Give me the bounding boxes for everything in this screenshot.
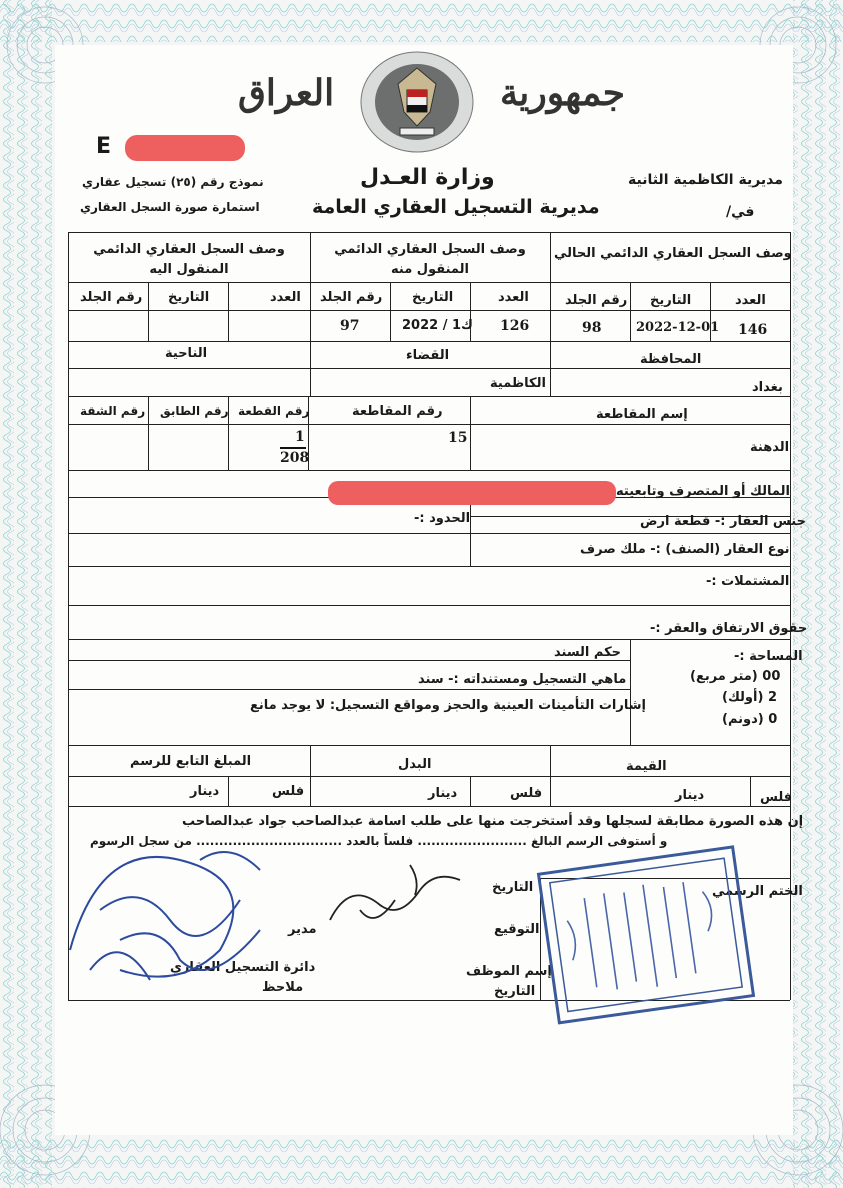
current-volume: 98 — [582, 320, 602, 336]
price-fils: فلس — [510, 786, 543, 801]
current-number: 146 — [738, 322, 768, 338]
plot-number-top: 1 — [295, 429, 305, 445]
from-number: 126 — [500, 318, 530, 334]
seal-label: الختم الرسمي — [712, 884, 803, 899]
owner-label: المالك أو المتصرف وتابعيته — [616, 484, 790, 499]
in-label: في/ — [726, 204, 755, 220]
department-label: دائرة التسجيل العقاري — [170, 960, 316, 975]
area-name-value: الدهنة — [750, 440, 790, 455]
fraction-bar — [280, 447, 306, 449]
current-registry-title: وصف السجل العقاري الدائمي الحالي — [554, 246, 792, 261]
office-name: مديرية الكاظمية الثانية — [628, 172, 783, 188]
area-label: المساحة :- — [734, 649, 803, 664]
rights-label: حقوق الارتفاق والعقر :- — [650, 621, 808, 636]
current-number-header: العدد — [735, 293, 766, 308]
subdistrict-label: الناحية — [165, 346, 208, 361]
value-fils: فلس — [760, 790, 793, 805]
country-word: العراق — [238, 72, 335, 114]
area-donum: 0 (دونم) — [722, 712, 778, 727]
property-class: نوع العقار (الصنف) :- ملك صرف — [580, 542, 790, 557]
form-number: نموذج رقم (٢٥) تسجيل عقاري — [82, 175, 264, 189]
governorate-label: المحافظة — [640, 352, 702, 367]
date-label: التاريخ — [492, 880, 534, 895]
district-label: القضاء — [406, 348, 450, 363]
from-date: 2022 / 1ك — [402, 318, 473, 333]
to-date-header: التاريخ — [168, 290, 210, 305]
contents-label: المشتملات :- — [706, 574, 790, 589]
notes-label: ملاحظ — [262, 980, 304, 995]
to-number-header: العدد — [270, 290, 301, 305]
price-dinar: دينار — [428, 786, 458, 801]
signature-label: التوقيع — [494, 922, 540, 937]
price-label: البدل — [398, 757, 432, 772]
plot-label: رقم القطعة — [238, 404, 310, 418]
from-volume-header: رقم الجلد — [320, 290, 383, 305]
date-label-2: التاريخ — [494, 984, 536, 999]
form-title: استمارة صورة السجل العقاري — [80, 200, 260, 214]
to-registry-title: وصف السجل العقاري الدائمي المنقول اليه — [93, 242, 285, 277]
official-stamp — [530, 840, 760, 1030]
boundaries-label: الحدود :- — [414, 511, 471, 526]
director-label: مدير — [288, 922, 317, 937]
from-number-header: العدد — [498, 290, 529, 305]
floor-label: رقم الطابق — [160, 404, 229, 418]
apartment-label: رقم الشقة — [80, 404, 146, 418]
from-date-header: التاريخ — [412, 290, 454, 305]
fee-label: المبلغ التابع للرسم — [130, 754, 252, 769]
directorate-general: مديرية التسجيل العقاري العامة — [312, 196, 600, 218]
current-date: 2022-12-01 — [636, 320, 720, 335]
encumbrances: إشارات التأمينات العينية والحجز ومواقع التسجيل: لا يوجد مانع — [250, 698, 646, 713]
value-label: القيمة — [626, 759, 667, 774]
current-date-header: التاريخ — [650, 293, 692, 308]
certification-line-1: إن هذه الصورة مطابقة لسجلها وقد أستخرجت منها على طلب اسامة عبدالصاحب جواد عبدالصاحب — [182, 814, 804, 829]
governorate-value: بغداد — [752, 380, 783, 395]
plot-number-bottom: 208 — [280, 450, 310, 466]
left-signature — [60, 820, 290, 1000]
current-volume-header: رقم الجلد — [565, 293, 628, 308]
form-code: E — [96, 134, 112, 159]
district-value: الكاظمية — [490, 376, 546, 391]
value-dinar: دينار — [675, 788, 705, 803]
deed-label: حكم السند — [554, 645, 622, 660]
coat-of-arms-icon — [358, 50, 476, 155]
area-number-value: 15 — [448, 430, 468, 446]
fee-dinar: دينار — [190, 784, 220, 799]
ministry-name: وزارة العـدل — [360, 165, 495, 190]
from-volume: 97 — [340, 318, 360, 334]
area-olk: 2 (أولك) — [722, 690, 777, 705]
to-volume-header: رقم الجلد — [80, 290, 143, 305]
area-sqm: 00 (متر مربع) — [690, 669, 781, 684]
center-signature — [320, 850, 470, 940]
redaction-mark — [125, 135, 245, 161]
area-name-label: إسم المقاطعة — [596, 407, 688, 422]
property-type: جنس العقار :- قطعة ارض — [640, 514, 806, 529]
employee-label: إسم الموظف — [466, 964, 552, 979]
from-registry-title: وصف السجل العقاري الدائمي المنقول منه — [334, 242, 526, 277]
certification-line-2: و أستوفى الرسم البالغ ........................ فلساً بالعدد ................................ من سجل الرسوم — [90, 834, 668, 848]
owner-redaction — [328, 481, 616, 505]
republic-word: جمهورية — [500, 72, 625, 114]
registration-basis: ماهي التسجيل ومستنداته :- سند — [418, 672, 627, 687]
area-number-label: رقم المقاطعة — [352, 404, 443, 419]
fee-fils: فلس — [272, 784, 305, 799]
